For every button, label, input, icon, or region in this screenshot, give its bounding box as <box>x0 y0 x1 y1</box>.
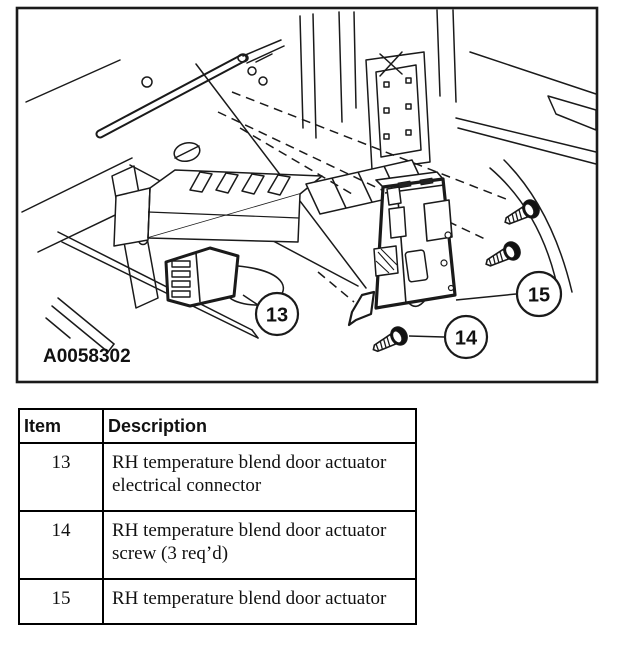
item-number: 15 <box>19 579 103 624</box>
callout-13-number: 13 <box>265 304 289 327</box>
callout-15-number: 15 <box>527 284 551 307</box>
parts-table <box>18 408 417 625</box>
table-header-row <box>19 409 416 443</box>
item-number: 13 <box>19 443 103 511</box>
table-row <box>19 443 416 511</box>
header-item: Item <box>19 409 103 443</box>
table-row <box>19 511 416 579</box>
callout-14 <box>445 316 487 358</box>
header-description: Description <box>103 409 416 443</box>
table-row <box>19 579 416 624</box>
figure-frame <box>17 8 597 382</box>
item-description: RH temperature blend door actuator <box>103 579 416 624</box>
callout-13 <box>256 293 298 335</box>
item-number: 14 <box>19 511 103 579</box>
figure-id-label: A0058302 <box>43 346 131 367</box>
callout-14-number: 14 <box>454 327 478 350</box>
callout-15 <box>517 272 561 316</box>
item-description: RH temperature blend door actuator screw (3 req’d) <box>103 511 416 579</box>
item-description: RH temperature blend door actuator electrical connector <box>103 443 416 511</box>
